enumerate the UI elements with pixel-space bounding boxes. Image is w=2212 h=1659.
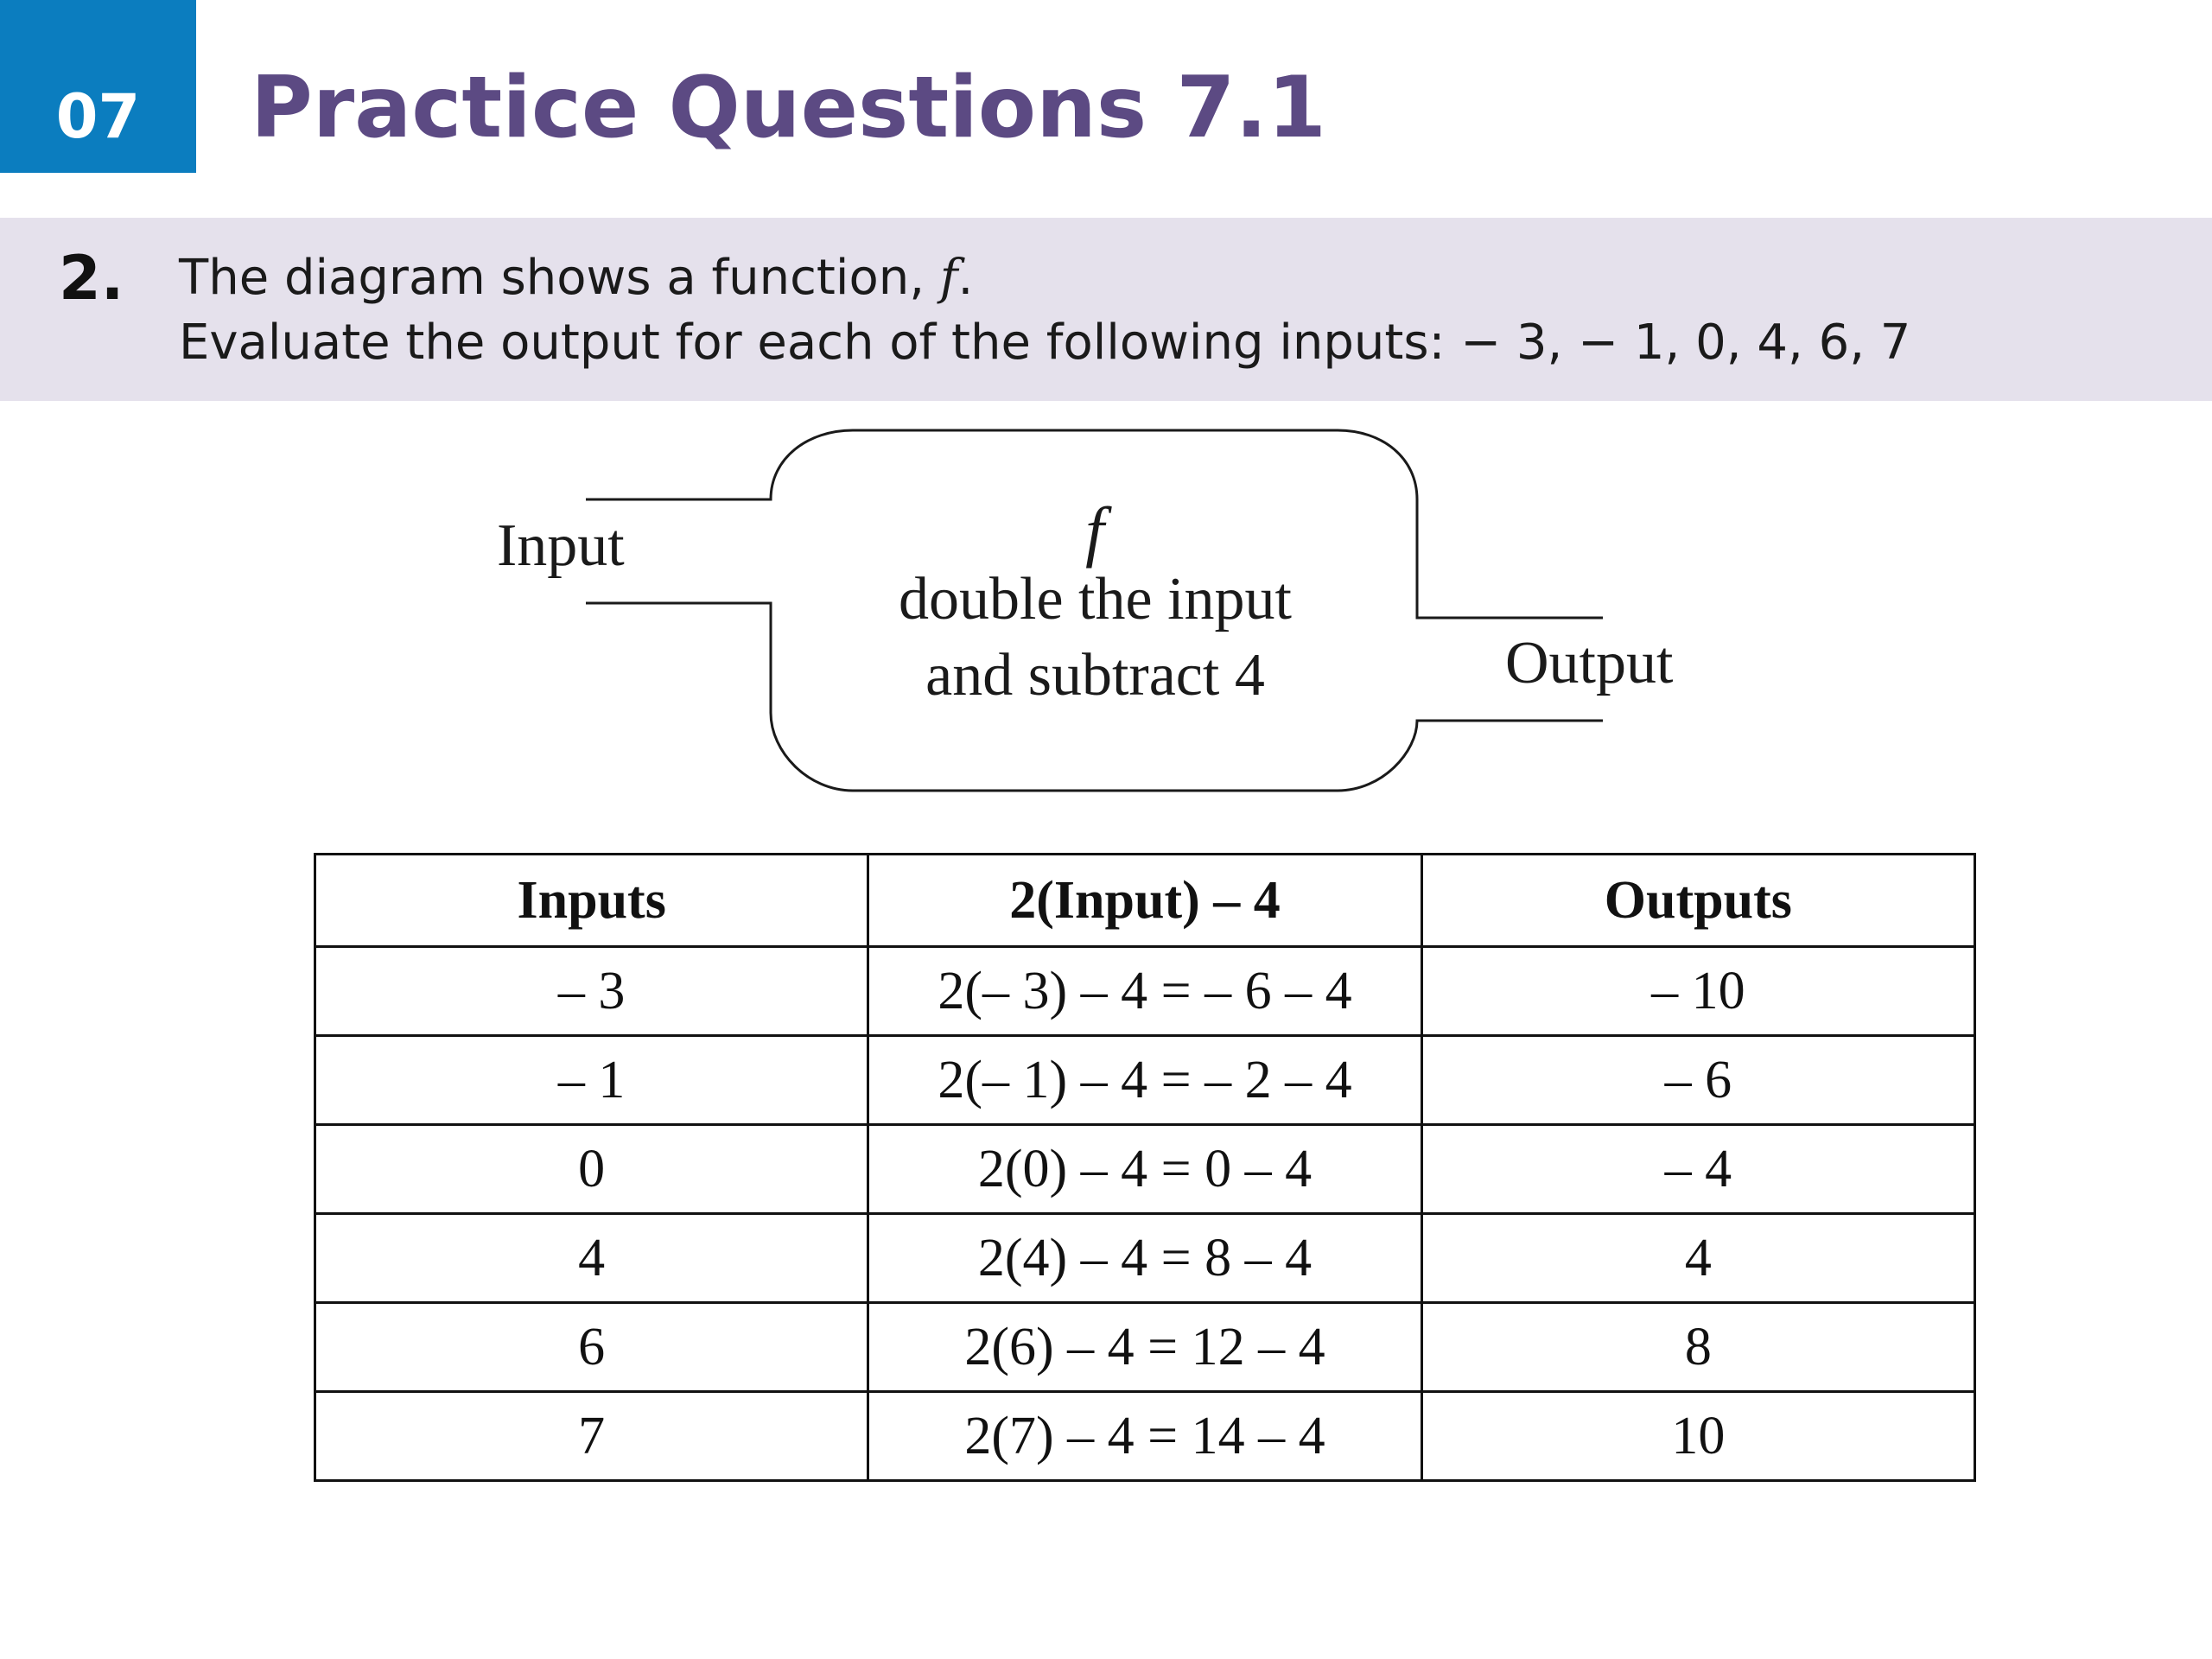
chapter-badge (0, 0, 196, 173)
table-row (315, 1303, 1975, 1392)
output-cell: 4 (1421, 1214, 1974, 1303)
chapter-number: 07 (55, 81, 141, 152)
output-label: Output (1505, 630, 1674, 696)
output-cell: 8 (1421, 1303, 1974, 1392)
formula-cell: 2(0) – 4 = 0 – 4 (868, 1125, 1421, 1214)
output-cell: – 4 (1421, 1125, 1974, 1214)
page-title: Practice Questions 7.1 (251, 59, 1326, 157)
input-cell: 0 (315, 1125, 868, 1214)
input-cell: – 1 (315, 1036, 868, 1125)
table-row (315, 1392, 1975, 1481)
header-outputs: Outputs (1421, 855, 1974, 947)
input-label: Input (497, 512, 625, 579)
header-inputs: Inputs (315, 855, 868, 947)
question-line-2: Evaluate the output for each of the following inputs: − 3, − 1, 0, 4, 6, 7 (179, 315, 1911, 371)
table-row (315, 1036, 1975, 1125)
question-line-1-end: . (957, 250, 974, 306)
function-machine-diagram (0, 406, 2212, 812)
formula-cell: 2(4) – 4 = 8 – 4 (868, 1214, 1421, 1303)
input-cell: 7 (315, 1392, 868, 1481)
function-rule (830, 562, 1361, 714)
header-formula: 2(Input) – 4 (868, 855, 1421, 947)
question-number: 2. (59, 243, 124, 314)
formula-cell: 2(6) – 4 = 12 – 4 (868, 1303, 1421, 1392)
table-row (315, 947, 1975, 1036)
output-cell: – 6 (1421, 1036, 1974, 1125)
input-cell: 6 (315, 1303, 868, 1392)
formula-cell: 2(– 3) – 4 = – 6 – 4 (868, 947, 1421, 1036)
output-cell: – 10 (1421, 947, 1974, 1036)
function-rule-line-2: and subtract 4 (925, 642, 1265, 709)
table-header-row (315, 855, 1975, 947)
formula-cell: 2(– 1) – 4 = – 2 – 4 (868, 1036, 1421, 1125)
question-line-1 (179, 248, 973, 308)
input-cell: 4 (315, 1214, 868, 1303)
answer-table (314, 853, 1976, 1482)
input-cell: – 3 (315, 947, 868, 1036)
function-name: f (1085, 493, 1104, 569)
formula-cell: 2(7) – 4 = 14 – 4 (868, 1392, 1421, 1481)
function-rule-line-1: double the input (899, 566, 1292, 632)
question-line-1-text: The diagram shows a function, (179, 250, 940, 306)
function-symbol: f (939, 250, 958, 306)
question-band (0, 218, 2212, 401)
output-cell: 10 (1421, 1392, 1974, 1481)
table-row (315, 1125, 1975, 1214)
table-row (315, 1214, 1975, 1303)
